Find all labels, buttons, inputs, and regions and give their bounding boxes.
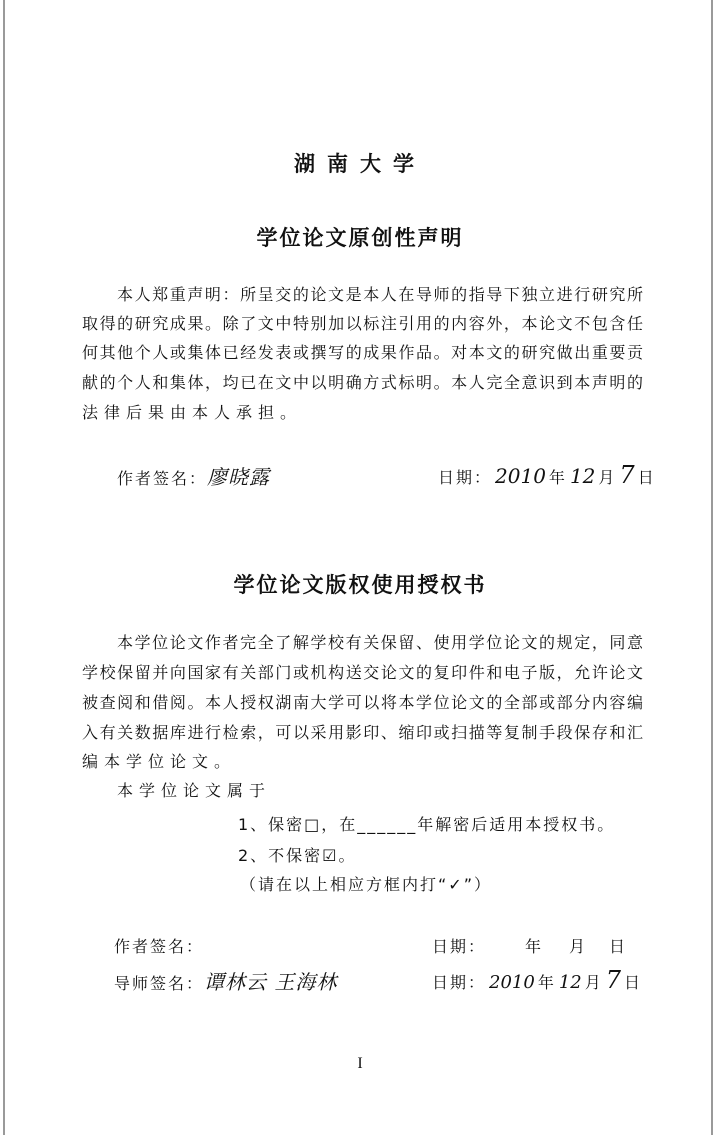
copyright-line: 学校保留并向国家有关部门或机构送交论文的复印件和电子版，允许论文: [82, 663, 643, 682]
originality-month-label: 月: [598, 468, 617, 487]
originality-author-row: [117, 461, 270, 490]
originality-line: 本人郑重声明：所呈交的论文是本人在导师的指导下独立进行研究所: [117, 285, 643, 304]
copyright-line: 本学位论文作者完全了解学校有关保留、使用学位论文的规定，同意: [117, 633, 643, 652]
advisor-month-label: 月: [584, 973, 603, 992]
copyright-author-date-label: 日期：: [432, 937, 487, 956]
originality-line: 献的个人和集体，均已在文中以明确方式标明。本人完全意识到本声明的: [82, 373, 643, 392]
advisor-date-day: 7: [605, 966, 622, 994]
copyright-line: 被查阅和借阅。本人授权湖南大学可以将本学位论文的全部或部分内容编: [82, 693, 643, 712]
originality-line: 法律后果由本人承担。: [82, 403, 303, 422]
originality-line: 取得的研究成果。除了文中特别加以标注引用的内容外，本论文不包含任: [82, 314, 643, 333]
advisor-date-month: 12: [558, 972, 582, 993]
originality-title: 学位论文原创性声明: [256, 226, 464, 250]
originality-date-month: 12: [569, 464, 596, 488]
option-confidential: 1、保密□，在______年解密后适用本授权书。: [238, 815, 616, 834]
originality-date-label: 日期：: [438, 468, 493, 487]
advisor-date-row: [432, 966, 642, 994]
checkbox-note: （请在以上相应方框内打“✓”）: [240, 875, 492, 894]
originality-date-day: 7: [619, 461, 635, 489]
originality-line: 何其他个人或集体已经发表或撰写的成果作品。对本文的研究做出重要贡: [82, 343, 643, 362]
copyright-title: 学位论文版权使用授权书: [233, 573, 487, 597]
page-number: I: [357, 1055, 363, 1072]
advisor-date-year: 2010: [489, 972, 535, 993]
copyright-line: 入有关数据库进行检索，可以采用影印、缩印或扫描等复制手段保存和汇: [82, 723, 643, 742]
originality-date-row: [438, 461, 656, 489]
copyright-line: 编本学位论文。: [82, 752, 237, 771]
advisor-signature: 谭林云 王海林: [204, 970, 338, 994]
advisor-row: [114, 966, 337, 995]
author-signature-label: 作者签名：: [117, 469, 208, 488]
copyright-author-month-label: 月: [569, 937, 588, 956]
advisor-signature-label: 导师签名：: [114, 974, 205, 993]
university-title: 湖南大学: [294, 152, 426, 176]
advisor-day-label: 日: [624, 973, 643, 992]
originality-date-year: 2010: [495, 464, 546, 488]
author-signature: 廖晓露: [207, 465, 271, 489]
originality-day-label: 日: [637, 468, 656, 487]
copyright-author-year-label: 年: [525, 937, 544, 956]
copyright-author-day-label: 日: [609, 937, 628, 956]
advisor-date-label: 日期：: [432, 973, 487, 992]
copyright-author-label: 作者签名：: [114, 937, 205, 956]
belongs-label: 本学位论文属于: [117, 781, 272, 800]
option-not-confidential: 2、不保密☑。: [238, 846, 357, 865]
originality-year-label: 年: [548, 468, 567, 487]
advisor-year-label: 年: [537, 973, 556, 992]
